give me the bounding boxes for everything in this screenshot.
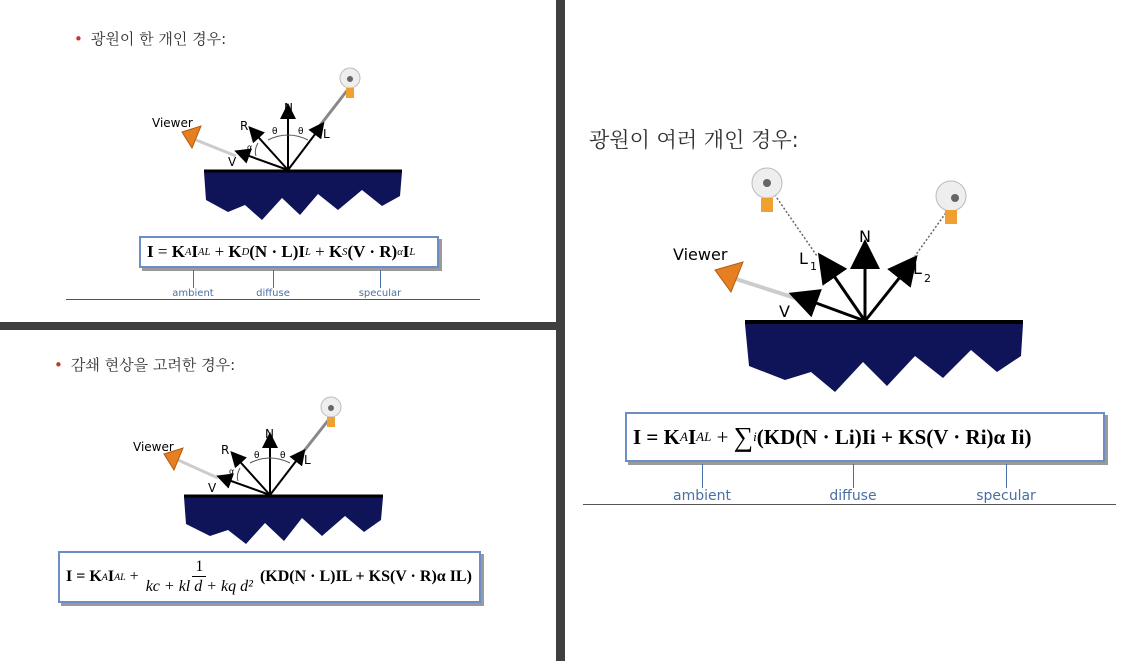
label-theta-right: θ (280, 451, 286, 461)
heading-text: 광원이 한 개인 경우: (90, 30, 227, 48)
horizontal-divider (0, 322, 556, 330)
underline-single (66, 299, 480, 300)
light-vector (288, 125, 322, 170)
label-l2: L (913, 259, 922, 278)
annotation-diffuse: diffuse (256, 288, 290, 299)
tick-ambient (702, 464, 703, 488)
annotation-specular: specular (976, 488, 1036, 504)
formula-multiple: I = K A I AL + ∑ i (KD(N · Li)Ii + KS(V · Ri)α Ii) (625, 412, 1105, 462)
tick-ambient (193, 270, 194, 288)
label-n: N (284, 101, 293, 115)
light-vector-2 (865, 262, 912, 321)
label-theta-left: θ (254, 451, 260, 461)
viewer-ray (178, 460, 218, 478)
light-bulb-icon (321, 397, 341, 427)
annotation-ambient: ambient (172, 288, 214, 299)
label-viewer: Viewer (133, 440, 174, 454)
light-bulb-icon-2 (936, 181, 966, 224)
label-alpha: α (247, 143, 253, 152)
reflection-diagram-attenuation (0, 330, 556, 550)
formula-single: I = K A I AL + K D (N · L) I L + K S (V · R) α I L (139, 236, 439, 268)
viewer-ray (733, 278, 795, 298)
panel-attenuation (0, 330, 556, 661)
surface-shape (184, 497, 383, 544)
bullet-icon: • (54, 356, 63, 374)
label-theta-left: θ (272, 127, 278, 137)
label-n: N (265, 427, 274, 441)
label-viewer: Viewer (673, 245, 728, 264)
vertical-divider (556, 0, 565, 661)
label-l: L (323, 127, 330, 141)
label-alpha: α (229, 467, 235, 476)
bullet-icon: • (74, 30, 83, 48)
attenuation-fraction: $\frac{1}{\text{kc + kl d + kq d²}}$ (145, 558, 253, 595)
label-v: V (228, 155, 237, 169)
label-theta-right: θ (298, 127, 304, 137)
label-v: V (779, 302, 790, 321)
label-l1-sub: 1 (810, 260, 817, 273)
tick-specular (1006, 464, 1007, 488)
light-ray (318, 88, 349, 128)
heading-text: 감쇄 현상을 고려한 경우: (70, 356, 236, 374)
label-l: L (304, 453, 311, 467)
alpha-arc (255, 143, 258, 156)
viewer-ray (196, 140, 236, 156)
label-r: R (221, 443, 230, 457)
label-r: R (240, 119, 249, 133)
label-viewer: Viewer (152, 116, 193, 130)
annotation-ambient: ambient (673, 488, 731, 504)
tick-specular (380, 270, 381, 288)
label-l1: L (799, 249, 808, 268)
panel-multiple-lights (565, 0, 1138, 661)
light-bulb-icon-1 (752, 168, 782, 212)
alpha-arc (237, 468, 240, 481)
annotation-specular: specular (358, 288, 402, 299)
viewer-icon (715, 262, 743, 292)
light-ray (300, 418, 330, 456)
label-l2-sub: 2 (924, 272, 931, 285)
light-ray-1 (770, 188, 817, 256)
surface-shape (204, 172, 402, 220)
reflection-diagram-single (0, 0, 556, 240)
surface-shape (745, 324, 1023, 392)
label-v: V (208, 481, 217, 495)
tick-diffuse (853, 464, 854, 488)
heading-multiple-lights: 광원이 여러 개인 경우: (589, 128, 799, 152)
underline-multiple (583, 504, 1116, 505)
annotation-diffuse: diffuse (829, 488, 877, 504)
label-n: N (859, 227, 871, 246)
reflection-diagram-multiple (565, 0, 1138, 400)
formula-attenuation: I = K A I AL + $\frac{1}{\text{kc + kl d + kq d²}}$ (KD(N · L)IL + KS(V · R)α IL) (58, 551, 481, 603)
panel-single-light (0, 0, 556, 322)
tick-diffuse (273, 270, 274, 288)
